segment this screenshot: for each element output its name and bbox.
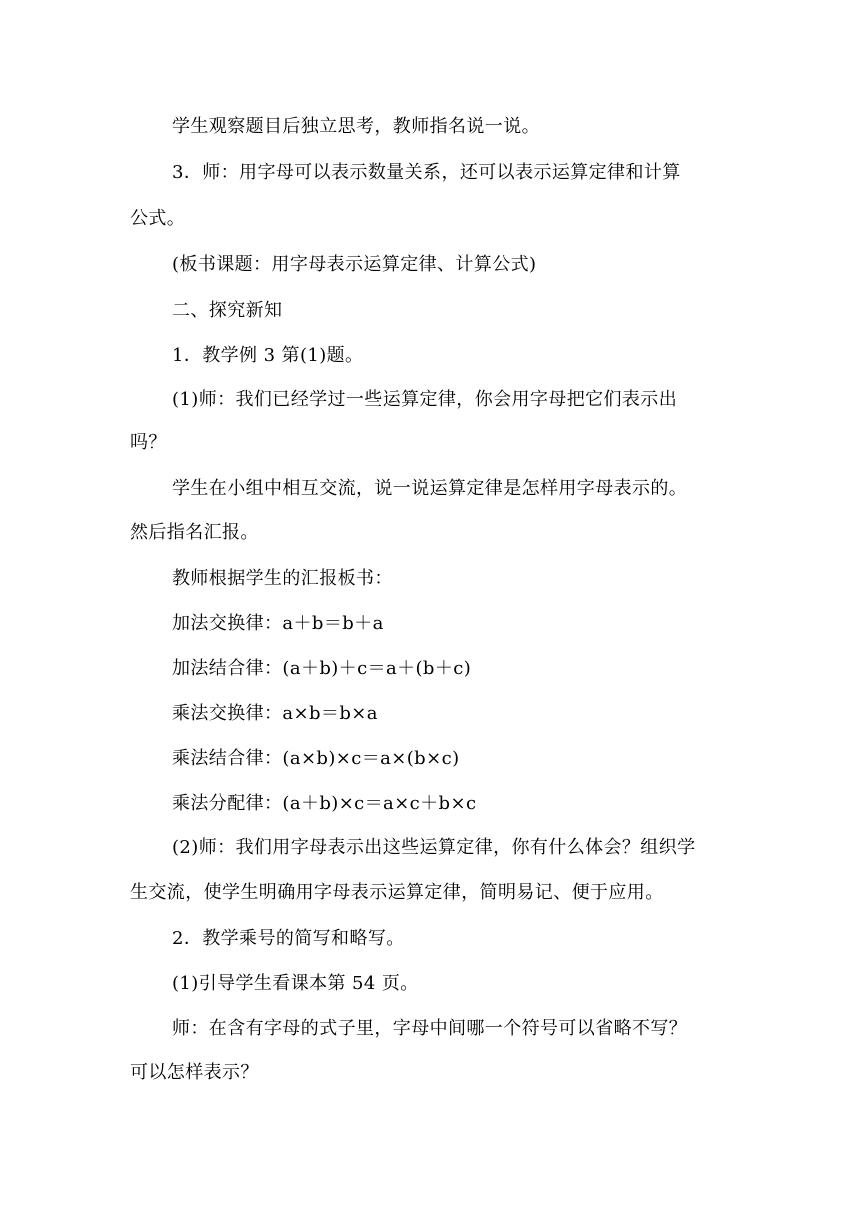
- formula-line: 加法结合律：(a＋b)＋c＝a＋(b＋c): [172, 658, 472, 679]
- paragraph-line: 教师根据学生的汇报板书：: [172, 568, 393, 589]
- paragraph-line: (板书课题：用字母表示运算定律、计算公式): [172, 254, 537, 275]
- formula-line: 加法交换律：a＋b＝b＋a: [172, 613, 384, 634]
- formula-line: 乘法分配律：(a＋b)×c＝a×c＋b×c: [172, 793, 477, 814]
- section-heading: 二、探究新知: [172, 300, 283, 321]
- paragraph-line: 吗？: [130, 432, 167, 453]
- paragraph-line: (2)师：我们用字母表示出这些运算定律，你有什么体会？组织学: [172, 837, 696, 858]
- paragraph-line: 2．教学乘号的简写和略写。: [172, 928, 405, 949]
- paragraph-line: 学生观察题目后独立思考，教师指名说一说。: [172, 116, 540, 137]
- paragraph-line: 然后指名汇报。: [130, 522, 259, 543]
- paragraph-line: 可以怎样表示？: [130, 1062, 259, 1083]
- paragraph-line: 学生在小组中相互交流，说一说运算定律是怎样用字母表示的。: [172, 478, 688, 499]
- paragraph-line: (1)引导学生看课本第 54 页。: [172, 973, 419, 994]
- formula-line: 乘法交换律：a×b＝b×a: [172, 703, 378, 724]
- paragraph-line: (1)师：我们已经学过一些运算定律，你会用字母把它们表示出: [172, 389, 678, 410]
- paragraph-line: 1．教学例 3 第(1)题。: [172, 345, 364, 366]
- paragraph-line: 3．师：用字母可以表示数量关系，还可以表示运算定律和计算: [172, 162, 681, 183]
- paragraph-line: 公式。: [130, 208, 186, 229]
- formula-line: 乘法结合律：(a×b)×c＝a×(b×c): [172, 748, 460, 769]
- paragraph-line: 生交流，使学生明确用字母表示运算定律，简明易记、便于应用。: [130, 882, 664, 903]
- paragraph-line: 师：在含有字母的式子里，字母中间哪一个符号可以省略不写？: [172, 1018, 688, 1039]
